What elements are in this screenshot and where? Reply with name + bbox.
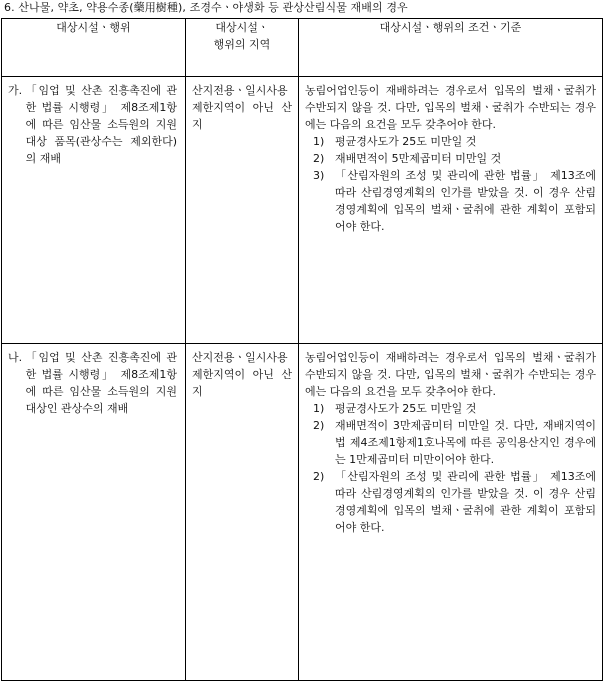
conditions-cell [299,77,603,344]
facility-cell [2,344,186,681]
conditions-intro: 농림어업인등이 재배하려는 경우로서 입목의 벌채ㆍ굴취가 수반되지 않을 것. 다만, 입목의 벌채ㆍ굴취가 수반되는 경우에는 다음의 요건을 모두 갖추어야 한다. [305,84,596,131]
area-cell [186,344,299,681]
header-area: 대상시설ㆍ 행위의 지역 [186,19,299,77]
condition-number: 2) [313,419,325,432]
condition-number: 2) [313,470,325,483]
facility-text: 「임업 및 산촌 진흥촉진에 관한 법률 시행령」 제8조제1항에 따른 임산물 소득원의 지원 대상 품목(관상수는 제외한다)의 재배 [25,84,177,165]
conditions-intro: 농림어업인등이 재배하려는 경우로서 입목의 벌채ㆍ굴취가 수반되지 않을 것. 다만, 입목의 벌채ㆍ굴취가 수반되는 경우에는 다음의 요건을 모두 갖추어야 한다. [305,351,596,398]
table-row [2,77,603,344]
area-cell [186,77,299,344]
condition-item [305,133,596,150]
condition-text: 재배면적이 3만제곱미터 미만일 것. 다만, 재배지역이 법 제4조제1항제1호나목에 따른 공익용산지인 경우에는 1만제곱미터 미만이어야 한다. [335,419,596,466]
facility-cell [2,77,186,344]
header-facility: 대상시설ㆍ행위 [2,19,186,77]
row-marker: 가. [8,84,26,97]
table-row [2,344,603,681]
condition-text: 평균경사도가 25도 미만일 것 [335,135,477,148]
header-conditions: 대상시설ㆍ행위의 조건ㆍ기준 [299,19,603,77]
section-heading: 6. 산나물, 약초, 약용수종(藥用樹種), 조경수ㆍ야생화 등 관상산림식물 재배의 경우 [4,1,408,14]
condition-item [305,468,596,536]
conditions-cell [299,344,603,681]
condition-item [305,400,596,417]
facility-text: 「임업 및 산촌 진흥촉진에 관한 법률 시행령」 제8조제1항에 따른 임산물 소득원의 지원 대상인 관상수의 재배 [25,351,177,415]
table-header-row [2,19,603,77]
row-marker: 나. [8,351,26,364]
condition-number: 3) [313,169,325,182]
condition-text: 「산림자원의 조성 및 관리에 관한 법률」 제13조에 따라 산림경영계획의 인가를 받았을 것. 이 경우 산림경영계획에 입목의 벌채ㆍ굴취에 관한 계획이 포함되어야 한다. [335,169,596,233]
area-text: 산지전용ㆍ일시사용제한지역이 아닌 산지 [192,84,292,131]
condition-item [305,150,596,167]
condition-number: 1) [313,402,325,415]
condition-number: 1) [313,135,325,148]
condition-item [305,167,596,235]
condition-text: 재배면적이 5만제곱미터 미만일 것 [335,152,502,165]
condition-item [305,417,596,468]
regulation-table [1,18,603,681]
condition-text: 평균경사도가 25도 미만일 것 [335,402,477,415]
condition-number: 2) [313,152,325,165]
condition-text: 「산림자원의 조성 및 관리에 관한 법률」 제13조에 따라 산림경영계획의 인가를 받았을 것. 이 경우 산림경영계획에 입목의 벌채ㆍ굴취에 관한 계획이 포함되어야 한다. [335,470,596,534]
area-text: 산지전용ㆍ일시사용제한지역이 아닌 산지 [192,351,292,398]
